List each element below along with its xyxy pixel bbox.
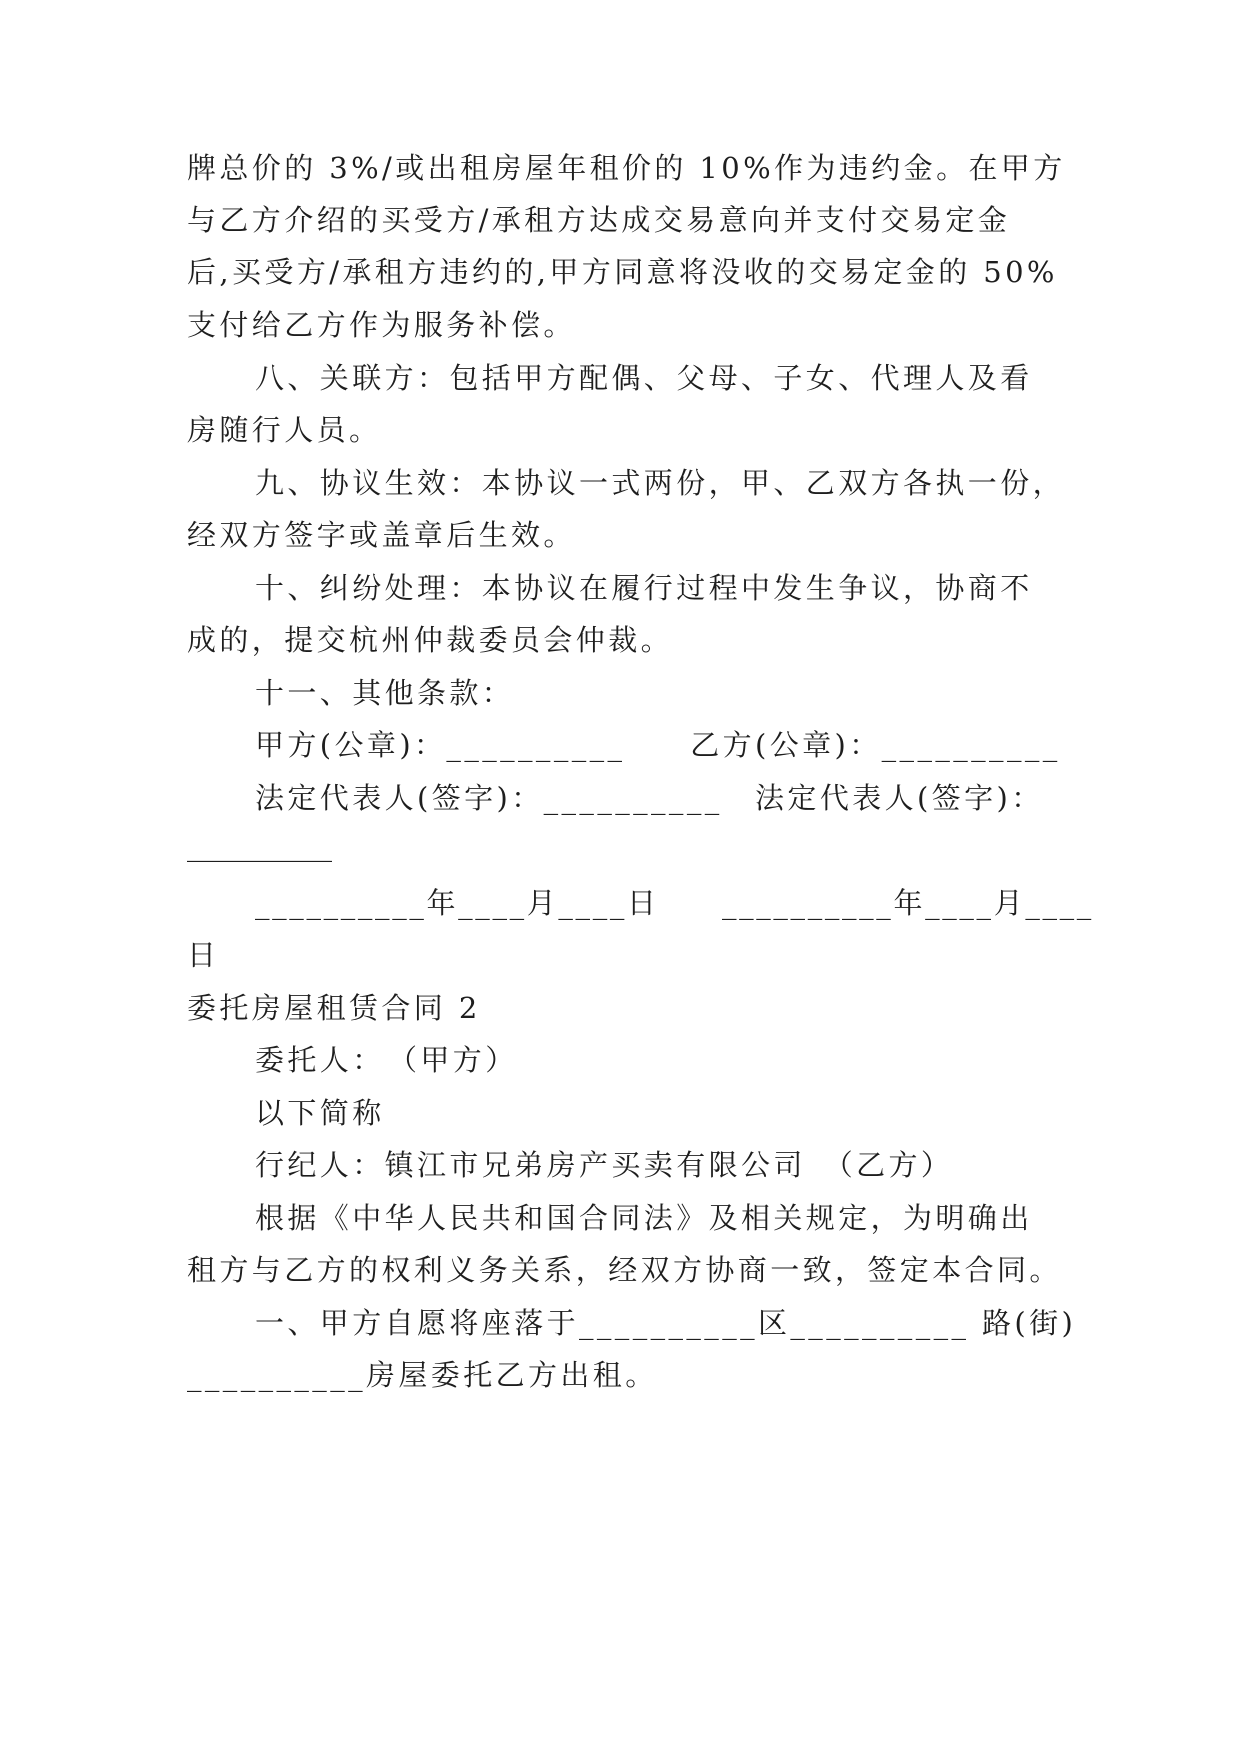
clause-9: 九、协议生效：本协议一式两份，甲、乙双方各执一份，	[255, 466, 1066, 500]
text-line: 支付给乙方作为服务补偿。	[187, 308, 576, 342]
signature-blank: __________	[187, 828, 332, 862]
agent-line: 行纪人：镇江市兄弟房产买卖有限公司 （乙方）	[255, 1148, 954, 1182]
text-line: 日	[187, 938, 220, 972]
text-line: 房随行人员。	[187, 413, 382, 447]
clause-10: 十、纠纷处理：本协议在履行过程中发生争议，协商不	[255, 571, 1033, 605]
text-line: __________房屋委托乙方出租。	[187, 1358, 658, 1392]
date-line: __________年____月____日 __________年____月____	[255, 886, 1094, 920]
text-line: 与乙方介绍的买受方/承租方达成交易意向并支付交易定金	[187, 203, 1011, 237]
signature-line: 法定代表人(签字)：__________ 法定代表人(签字)：	[255, 781, 1044, 815]
clause-1: 一、甲方自愿将座落于__________区__________ 路(街)	[255, 1306, 1077, 1340]
principal-line: 委托人： （甲方）	[255, 1043, 518, 1077]
text-line: 成的，提交杭州仲裁委员会仲裁。	[187, 623, 674, 657]
clause-11: 十一、其他条款：	[255, 676, 515, 710]
text-line: 经双方签字或盖章后生效。	[187, 518, 576, 552]
clause-8: 八、关联方：包括甲方配偶、父母、子女、代理人及看	[255, 361, 1033, 395]
text-line: 租方与乙方的权利义务关系，经双方协商一致，签定本合同。	[187, 1253, 1062, 1287]
text-line: 牌总价的 3%/或出租房屋年租价的 10%作为违约金。在甲方	[187, 151, 1066, 185]
section-title: 委托房屋租赁合同 2	[187, 991, 481, 1025]
text-line: 后,买受方/承租方违约的,甲方同意将没收的交易定金的 50%	[187, 255, 1058, 289]
preamble: 根据《中华人民共和国合同法》及相关规定，为明确出	[255, 1201, 1033, 1235]
seal-line: 甲方(公章)：__________ 乙方(公章)：__________	[255, 728, 1061, 762]
text-line: 以下简称	[255, 1096, 385, 1130]
